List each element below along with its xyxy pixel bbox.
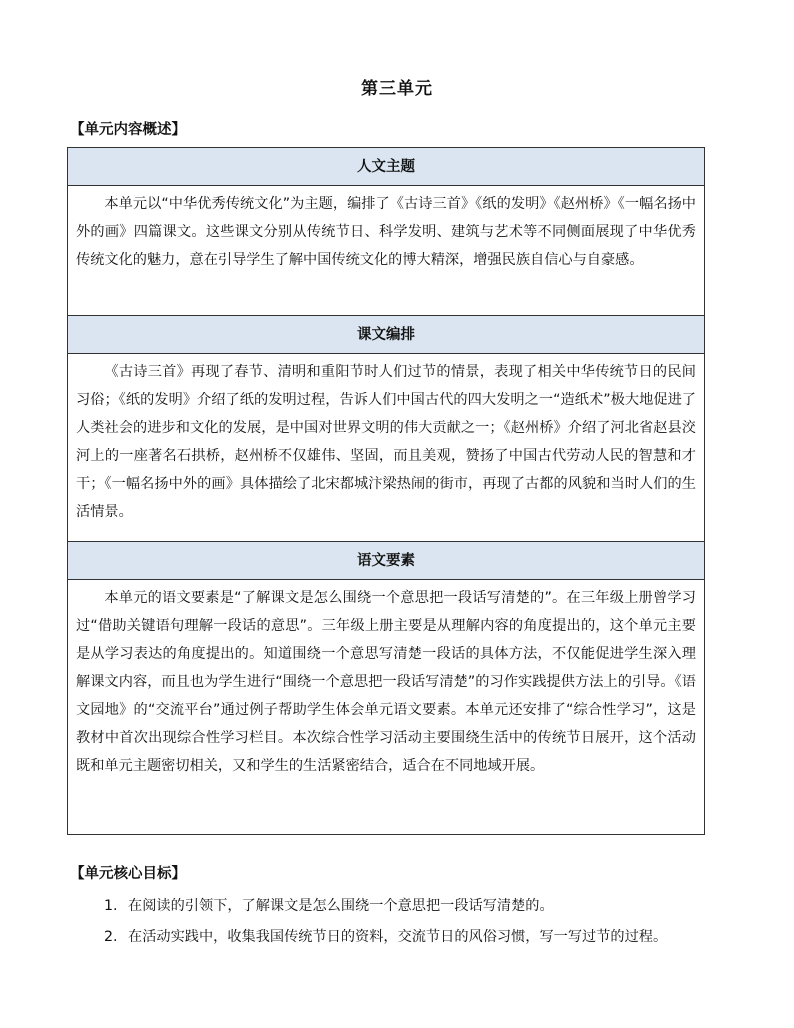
overview-heading: 【单元内容概述】 <box>70 122 186 138</box>
theme-body: 本单元以“中华优秀传统文化”为主题，编排了《古诗三首》《纸的发明》《赵州桥》《一幅名扬中外的画》四篇课文。这些课文分别从传统节日、科学发明、建筑与艺术等不同侧面展现了中华优秀传统文化的魅力，意在引导学生了解中国传统文化的博大精深，增强民族自信心与自豪感。 <box>68 186 704 316</box>
goals-list <box>104 892 667 954</box>
overview-table <box>67 147 705 835</box>
layout-header: 课文编排 <box>68 316 704 354</box>
goals-heading: 【单元核心目标】 <box>70 866 186 882</box>
goal-number: 1. <box>104 898 118 914</box>
elements-body: 本单元的语文要素是“了解课文是怎么围绕一个意思把一段话写清楚的”。在三年级上册曾学习过“借助关键语句理解一段话的意思”。三年级上册主要是从理解内容的角度提出的，这个单元主要是从学习表达的角度提出的。知道围绕一个意思写清楚一段话的具体方法，不仅能促进学生深入理解课文内容，而且也为学生进行“围绕一个意思把一段话写清楚”的习作实践提供方法上的引导。《语文园地》的“交流平台”通过例子帮助学生体会单元语文要素。本单元还安排了“综合性学习”，这是教材中首次出现综合性学习栏目。本次综合性学习活动主要围绕生活中的传统节日展开，这个活动既和单元主题密切相关，又和学生的生活紧密结合，适合在不同地域开展。 <box>76 590 696 774</box>
elements-header: 语文要素 <box>68 542 704 580</box>
goal-text: 在活动实践中，收集我国传统节日的资料，交流节日的风俗习惯，写一写过节的过程。 <box>128 929 668 945</box>
goal-number: 2. <box>104 929 118 945</box>
goal-item <box>104 892 667 923</box>
goal-item <box>104 923 667 954</box>
theme-header: 人文主题 <box>68 148 704 186</box>
goal-text: 在阅读的引领下，了解课文是怎么围绕一个意思把一段话写清楚的。 <box>128 898 554 914</box>
page-title: 第三单元 <box>361 79 433 99</box>
layout-body: 《古诗三首》再现了春节、清明和重阳节时人们过节的情景，表现了相关中华传统节日的民间习俗；《纸的发明》介绍了纸的发明过程，告诉人们中国古代的四大发明之一“造纸术”极大地促进了人类社会的进步和文化的发展，是中国对世界文明的伟大贡献之一；《赵州桥》介绍了河北省赵县洨河上的一座著名石拱桥，赵州桥不仅雄伟、坚固，而且美观，赞扬了中国古代劳动人民的智慧和才干；《一幅名扬中外的画》具体描绘了北宋都城汴梁热闹的街市，再现了古都的风貌和当时人们的生活情景。 <box>68 354 704 542</box>
